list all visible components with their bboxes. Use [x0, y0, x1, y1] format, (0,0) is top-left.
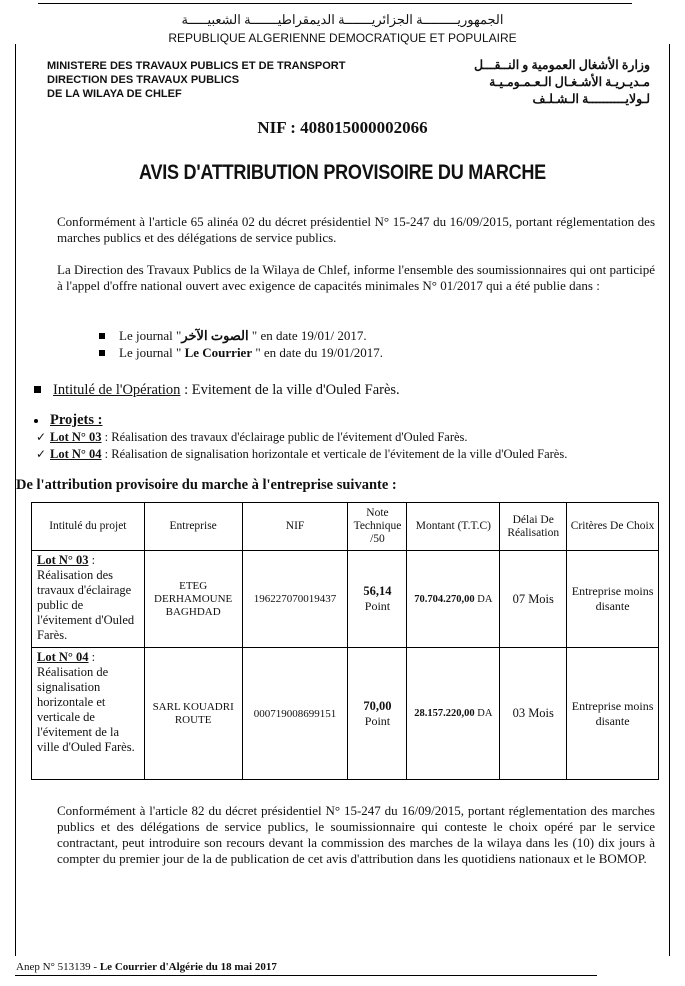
anep-number: Anep N° 513139 - [16, 961, 100, 973]
lot-item: ✓ Lot N° 04 : Réalisation de signalisation horizontale et verticale de l'évitement de la ville d'Ouled Farès. [36, 447, 568, 461]
note-cell: 70,00 Point [348, 648, 407, 780]
header-note: Note Technique /50 [348, 503, 407, 551]
operation-label: Intitulé de l'Opération [53, 382, 181, 398]
frame-right-border [669, 44, 670, 956]
header-delai: Délai De Réalisation [500, 503, 567, 551]
top-rule [38, 3, 632, 4]
document-title: AVIS D'ATTRIBUTION PROVISOIRE DU MARCHE [139, 161, 546, 184]
frame-left-border [15, 44, 16, 956]
header-nif: NIF [242, 503, 348, 551]
checkmark-icon: ✓ [36, 447, 47, 461]
wilaya-line: DE LA WILAYA DE CHLEF [47, 88, 182, 100]
arabic-republic-header: الجمهوريـــــــــة الجزائريـــــــة الديمقراطيـــــــة الشعبيـــــة [181, 12, 504, 27]
square-bullet-icon [99, 333, 105, 339]
header-criteres: Critères De Choix [567, 503, 659, 551]
project-cell: Lot N° 04 : Réalisation de signalisation horizontale et verticale de l'évitement de la ville d'Ouled Farès. [32, 648, 145, 780]
attribution-table [31, 502, 659, 780]
projets-heading: Projets : [34, 412, 102, 429]
montant-cell: 28.157.220,00 DA [407, 648, 500, 780]
table-header-row [32, 503, 659, 551]
entreprise-cell: ETEG DERHAMOUNE BAGHDAD [144, 551, 242, 648]
table-row [32, 551, 659, 648]
square-bullet-icon [34, 386, 41, 393]
dot-bullet-icon [34, 419, 38, 423]
header-montant: Montant (T.T.C) [407, 503, 500, 551]
operation-line [34, 382, 400, 399]
footer-credit [16, 961, 277, 973]
delai-cell: 03 Mois [500, 648, 567, 780]
nif-cell: 196227070019437 [242, 551, 348, 648]
footer-source: Le Courrier d'Algérie du 18 mai 2017 [99, 961, 277, 973]
ministry-line: MINISTERE DES TRAVAUX PUBLICS ET DE TRANSPORT [47, 60, 346, 72]
header-entreprise: Entreprise [144, 503, 242, 551]
wilaya-line-ar: لـولايــــــــــة الـشـلـف [532, 92, 650, 106]
header-project: Intitulé du projet [32, 503, 145, 551]
newspaper-name: الصوت الآخر [181, 328, 249, 343]
publication-bullet: Le journal "الصوت الآخر " en date 19/01/ 2017. [99, 327, 367, 344]
direction-line: DIRECTION DES TRAVAUX PUBLICS [47, 74, 240, 86]
nif-cell: 000719008699151 [242, 648, 348, 780]
critere-cell: Entreprise moins disante [567, 551, 659, 648]
checkmark-icon: ✓ [36, 430, 47, 444]
montant-cell: 70.704.270,00 DA [407, 551, 500, 648]
critere-cell: Entreprise moins disante [567, 648, 659, 780]
ministry-block-ar [440, 57, 650, 108]
ministry-block-fr [47, 59, 345, 101]
note-cell: 56,14 Point [348, 551, 407, 648]
nif-heading: NIF : 408015000002066 [257, 118, 428, 137]
direction-line-ar: مـديـريـة الأشـغـال الـعـمـومـيـة [489, 75, 650, 89]
newspaper-name: Le Courrier [184, 345, 253, 360]
section-title: De l'attribution provisoire du marche à l'entreprise suivante : [16, 477, 397, 493]
delai-cell: 07 Mois [500, 551, 567, 648]
square-bullet-icon [99, 350, 105, 356]
lot-item: ✓ Lot N° 03 : Réalisation des travaux d'éclairage public de l'évitement d'Ouled Farès. [36, 430, 468, 444]
intro-paragraph: Conformément à l'article 65 alinéa 02 du décret présidentiel N° 15-247 du 16/09/2015, portant réglementation des marches publics et des délégations de service publics. [57, 214, 655, 245]
project-cell: Lot N° 03 : Réalisation des travaux d'éclairage public de l'évitement d'Ouled Farès. [32, 551, 145, 648]
publication-bullet: Le journal " Le Courrier " en date du 19/01/2017. [99, 344, 383, 361]
recours-paragraph: Conformément à l'article 82 du décret présidentiel N° 15-247 du 16/09/2015, portant réglementation des marches publics et des délégations de service publics, le soumissionnaire qui conteste le choix opéré par le service contractant, peut introduire son recours devant la commission des marches de la wilaya dans les (10) dix jours à compter du premier jour de la de publication de cet avis d'attribution dans les quotidiens nationaux et le BOMOP. [57, 803, 655, 866]
operation-value: : Evitement de la ville d'Ouled Farès. [180, 382, 400, 398]
entreprise-cell: SARL KOUADRI ROUTE [144, 648, 242, 780]
ministry-line-ar: وزارة الأشغال العمومية و النــقـــل [474, 58, 650, 72]
bottom-rule [15, 975, 597, 976]
direction-paragraph: La Direction des Travaux Publics de la Wilaya de Chlef, informe l'ensemble des soumissionnaires qui ont participé à l'appel d'offre national ouvert avec exigence de capacités minimales N° 01/2017 qui a été publie dans : [57, 262, 655, 293]
french-republic-header: REPUBLIQUE ALGERIENNE DEMOCRATIQUE ET POPULAIRE [168, 31, 517, 45]
table-row [32, 648, 659, 780]
